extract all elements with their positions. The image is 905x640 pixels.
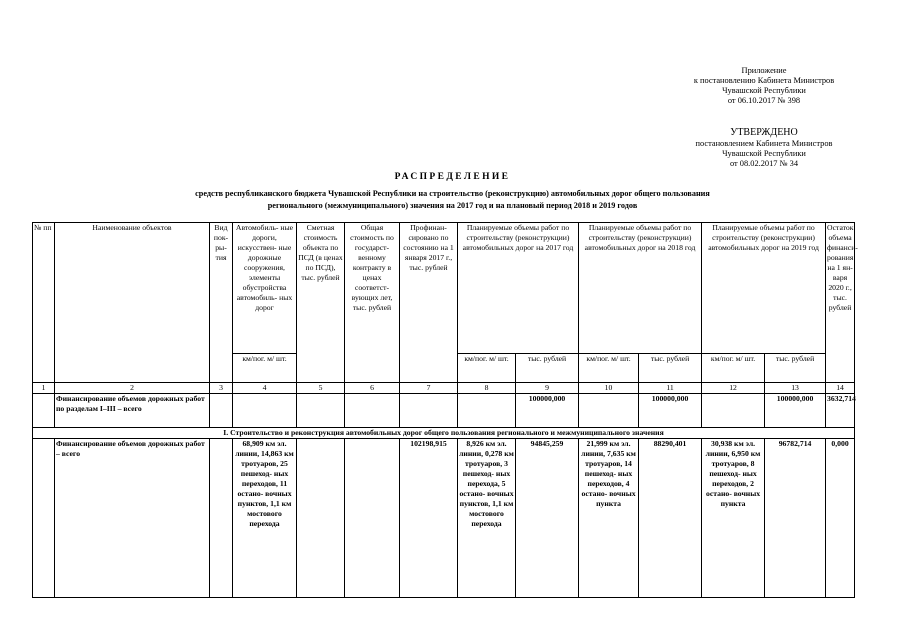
section-total-rub-2018: 88290,401 bbox=[639, 439, 702, 598]
section-total-km-2017: 8,926 км эл. линии, 0,278 км тротуаров, 3 пешеход- ных перехода, 5 остано- вочных пунктов, 1,1 км мостового перехода bbox=[458, 439, 516, 598]
header-estimate: Сметная стоимость объекта по ПСД (в ценах по ПСД), тыс. рублей bbox=[297, 223, 345, 383]
col-number: 11 bbox=[639, 383, 702, 394]
annex-note-line: к постановлению Кабинета Министров bbox=[693, 76, 835, 85]
financing-total-name: Финансирование объемов дорожных работ по разделам I–III – всего bbox=[55, 394, 210, 428]
header-name: Наименование объектов bbox=[55, 223, 210, 383]
cell-empty bbox=[345, 394, 400, 428]
distribution-table bbox=[32, 222, 858, 598]
annex-note-line: Приложение bbox=[741, 66, 787, 75]
col-number: 3 bbox=[210, 383, 233, 394]
section-total-financed: 102198,915 bbox=[400, 439, 458, 598]
header-financed: Профинан- сировано по состоянию на 1 января 2017 г., тыс. рублей bbox=[400, 223, 458, 383]
header-balance: Остаток объема финанси- рования на 1 ян- варя 2020 г., тыс. рублей bbox=[826, 223, 855, 383]
header-plan-2017: Планируемые объемы работ по строительству (реконструкции) автомобильных дорог на 2017 год bbox=[458, 223, 579, 354]
cell-empty bbox=[702, 394, 765, 428]
section-total-rub-2017: 94845,259 bbox=[516, 439, 579, 598]
financing-total-2018: 100000,000 bbox=[639, 394, 702, 428]
col-number: 7 bbox=[400, 383, 458, 394]
financing-total-2017: 100000,000 bbox=[516, 394, 579, 428]
header-total-cost: Общая стоимость по государст- венному контракту в ценах соответст- вующих лет, тыс. рублей bbox=[345, 223, 400, 383]
cell-empty bbox=[33, 439, 55, 598]
table-row bbox=[33, 428, 855, 439]
cell-empty bbox=[297, 394, 345, 428]
financing-total-balance: 3632,714 bbox=[826, 394, 855, 428]
header-roads: Автомобиль- ные дороги, искусствен- ные дорожные сооружения, элементы обустройства автомобиль- ных дорог bbox=[233, 223, 297, 354]
document-subtitle-line: средств республиканского бюджета Чувашской Республики на строительство (реконструкцию) автомобильных дорог общего пользования bbox=[195, 189, 710, 198]
document-title: РАСПРЕДЕЛЕНИЕ bbox=[394, 172, 511, 182]
header-unit-km-2018: км/пог. м/ шт. bbox=[579, 354, 639, 383]
header-unit-roads: км/пог. м/ шт. bbox=[233, 354, 297, 383]
document-subtitle-line: регионального (межмуниципального) значения на 2017 год и на плановый период 2018 и 2019 годов bbox=[267, 201, 638, 210]
section-total-km-2018: 21,999 км эл. линии, 7,635 км тротуаров, 14 пешеход- ных переходов, 4 остано- вочных пункта bbox=[579, 439, 639, 598]
col-number: 2 bbox=[55, 383, 210, 394]
col-number: 14 bbox=[826, 383, 855, 394]
header-unit-km-2019: км/пог. м/ шт. bbox=[702, 354, 765, 383]
financing-total-2019: 100000,000 bbox=[765, 394, 826, 428]
col-number: 9 bbox=[516, 383, 579, 394]
section-total-km-2019: 30,938 км эл. линии, 6,950 км тротуаров, 8 пешеход- ных переходов, 2 остано- вочных пункта bbox=[702, 439, 765, 598]
header-plan-2019: Планируемые объемы работ по строительству (реконструкции) автомобильных дорог на 2019 год bbox=[702, 223, 826, 354]
col-number: 5 bbox=[297, 383, 345, 394]
section-total-rub-2019: 96782,714 bbox=[765, 439, 826, 598]
cell-empty bbox=[210, 439, 233, 598]
approval-line: постановлением Кабинета Министров bbox=[695, 139, 833, 148]
cell-empty bbox=[400, 394, 458, 428]
section-total-balance: 0,000 bbox=[826, 439, 855, 598]
section-total-name: Финансирование объемов дорожных работ – всего bbox=[55, 439, 210, 598]
table-row bbox=[33, 439, 855, 598]
cell-empty bbox=[233, 394, 297, 428]
cell-empty bbox=[297, 439, 345, 598]
header-unit-rub-2018: тыс. рублей bbox=[639, 354, 702, 383]
cell-empty bbox=[345, 439, 400, 598]
col-number: 8 bbox=[458, 383, 516, 394]
table-row bbox=[33, 394, 855, 428]
header-plan-2018: Планируемые объемы работ по строительству (реконструкции) автомобильных дорог на 2018 год bbox=[579, 223, 702, 354]
cell-empty bbox=[579, 394, 639, 428]
annex-note bbox=[676, 66, 852, 106]
header-type: Вид пок- ры- тия bbox=[210, 223, 233, 383]
cell-empty bbox=[458, 394, 516, 428]
approval-line: от 08.02.2017 № 34 bbox=[729, 159, 799, 168]
cell-empty bbox=[210, 394, 233, 428]
section-title: I. Строительство и реконструкция автомобильных дорог общего пользования регионального и межмуниципального значения bbox=[33, 428, 855, 439]
section-total-roads: 68,909 км эл. линии, 14,863 км тротуаров, 25 пешеход- ных переходов, 11 остано- вочных пунктов, 1,1 км мостового перехода bbox=[233, 439, 297, 598]
col-number: 4 bbox=[233, 383, 297, 394]
col-number: 1 bbox=[33, 383, 55, 394]
header-num: № пп bbox=[33, 223, 55, 383]
cell-empty bbox=[33, 394, 55, 428]
approval-note bbox=[676, 126, 852, 169]
col-number: 12 bbox=[702, 383, 765, 394]
approval-line: Чувашской Республики bbox=[722, 149, 806, 158]
col-number: 10 bbox=[579, 383, 639, 394]
col-number: 13 bbox=[765, 383, 826, 394]
annex-note-line: Чувашской Республики bbox=[722, 86, 806, 95]
header-unit-km-2017: км/пог. м/ шт. bbox=[458, 354, 516, 383]
annex-note-line: от 06.10.2017 № 398 bbox=[727, 96, 801, 105]
approval-title: УТВЕРЖДЕНО bbox=[730, 127, 798, 138]
col-number: 6 bbox=[345, 383, 400, 394]
header-unit-rub-2019: тыс. рублей bbox=[765, 354, 826, 383]
header-unit-rub-2017: тыс. рублей bbox=[516, 354, 579, 383]
